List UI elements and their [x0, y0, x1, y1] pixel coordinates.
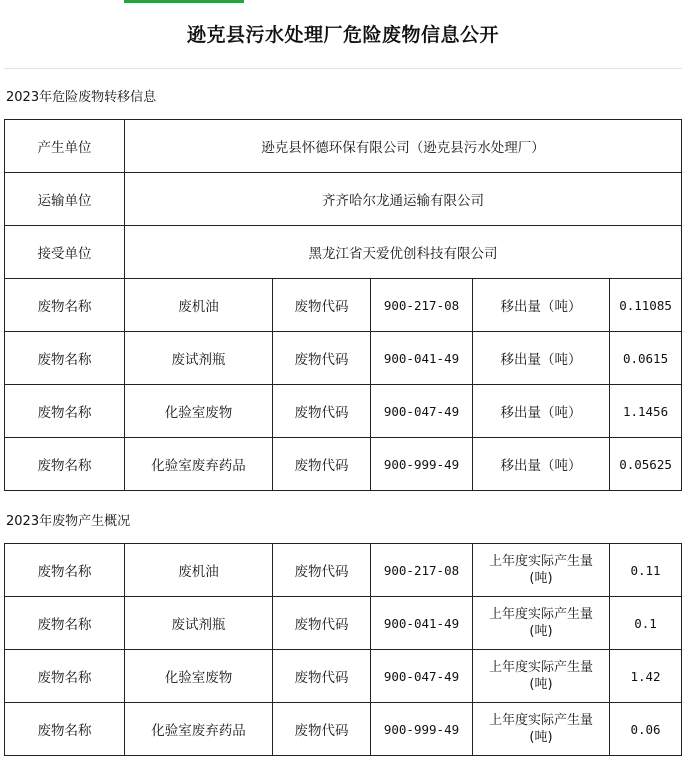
transport-value: 齐齐哈尔龙通运输有限公司: [125, 173, 682, 226]
waste-code: 900-041-49: [371, 332, 473, 385]
table-row: [5, 544, 682, 597]
title-bar: [0, 0, 686, 66]
transfer-section-heading: 2023年危险废物转移信息: [6, 90, 157, 105]
table-row: [5, 703, 682, 756]
generation-qty-label-line1: 上年度实际产生量: [488, 607, 593, 622]
waste-code: 900-041-49: [371, 597, 473, 650]
waste-name: 废机油: [125, 544, 273, 597]
generation-qty-label: [473, 544, 610, 597]
transfer-table: [4, 119, 682, 491]
transfer-qty-label: 移出量（吨）: [473, 438, 610, 491]
waste-name: 化验室废物: [125, 385, 273, 438]
waste-name-label: 废物名称: [5, 703, 125, 756]
transport-label: 运输单位: [5, 173, 125, 226]
receiver-row: [5, 226, 682, 279]
waste-name-label: 废物名称: [5, 332, 125, 385]
generation-table: [4, 543, 682, 756]
generation-qty-label-line2: (吨): [529, 624, 553, 639]
waste-code-label: 废物代码: [273, 385, 371, 438]
waste-code: 900-999-49: [371, 703, 473, 756]
table-row: [5, 438, 682, 491]
title-divider: [4, 68, 682, 69]
generation-qty-label-line1: 上年度实际产生量: [488, 713, 593, 728]
waste-code-label: 废物代码: [273, 703, 371, 756]
generation-qty-label-line2: (吨): [529, 730, 553, 745]
waste-name: 废机油: [125, 279, 273, 332]
producer-value: 逊克县怀德环保有限公司（逊克县污水处理厂）: [125, 120, 682, 173]
waste-name-label: 废物名称: [5, 597, 125, 650]
waste-name-label: 废物名称: [5, 544, 125, 597]
waste-code: 900-217-08: [371, 279, 473, 332]
waste-code-label: 废物代码: [273, 279, 371, 332]
table-row: [5, 332, 682, 385]
table-row: [5, 650, 682, 703]
transfer-qty-label: 移出量（吨）: [473, 332, 610, 385]
generation-qty-label-line2: (吨): [529, 571, 553, 586]
waste-name: 废试剂瓶: [125, 332, 273, 385]
waste-name-label: 废物名称: [5, 438, 125, 491]
generation-qty-label: [473, 703, 610, 756]
transfer-qty: 1.1456: [610, 385, 682, 438]
generation-qty: 0.1: [610, 597, 682, 650]
generation-qty: 0.11: [610, 544, 682, 597]
waste-code: 900-047-49: [371, 650, 473, 703]
page-title: 逊克县污水处理厂危险废物信息公开: [186, 23, 499, 46]
receiver-label: 接受单位: [5, 226, 125, 279]
transfer-qty: 0.05625: [610, 438, 682, 491]
transfer-qty-label: 移出量（吨）: [473, 385, 610, 438]
generation-qty-label-line2: (吨): [529, 677, 553, 692]
waste-code: 900-217-08: [371, 544, 473, 597]
waste-code-label: 废物代码: [273, 332, 371, 385]
generation-section-heading: 2023年废物产生概况: [6, 514, 131, 529]
generation-qty-label-line1: 上年度实际产生量: [488, 554, 593, 569]
waste-code-label: 废物代码: [273, 597, 371, 650]
generation-qty: 1.42: [610, 650, 682, 703]
transfer-qty: 0.0615: [610, 332, 682, 385]
waste-code-label: 废物代码: [273, 438, 371, 491]
waste-name: 化验室废物: [125, 650, 273, 703]
waste-name: 化验室废弃药品: [125, 703, 273, 756]
waste-code-label: 废物代码: [273, 650, 371, 703]
generation-qty-label: [473, 597, 610, 650]
waste-name: 废试剂瓶: [125, 597, 273, 650]
waste-code: 900-999-49: [371, 438, 473, 491]
table-row: [5, 279, 682, 332]
transport-row: [5, 173, 682, 226]
generation-qty-label-line1: 上年度实际产生量: [488, 660, 593, 675]
waste-name: 化验室废弃药品: [125, 438, 273, 491]
generation-qty: 0.06: [610, 703, 682, 756]
receiver-value: 黑龙江省天爱优创科技有限公司: [125, 226, 682, 279]
transfer-qty-label: 移出量（吨）: [473, 279, 610, 332]
table-row: [5, 597, 682, 650]
waste-name-label: 废物名称: [5, 385, 125, 438]
waste-name-label: 废物名称: [5, 650, 125, 703]
waste-name-label: 废物名称: [5, 279, 125, 332]
table-row: [5, 385, 682, 438]
waste-code: 900-047-49: [371, 385, 473, 438]
transfer-qty: 0.11085: [610, 279, 682, 332]
waste-code-label: 废物代码: [273, 544, 371, 597]
producer-row: [5, 120, 682, 173]
generation-qty-label: [473, 650, 610, 703]
producer-label: 产生单位: [5, 120, 125, 173]
